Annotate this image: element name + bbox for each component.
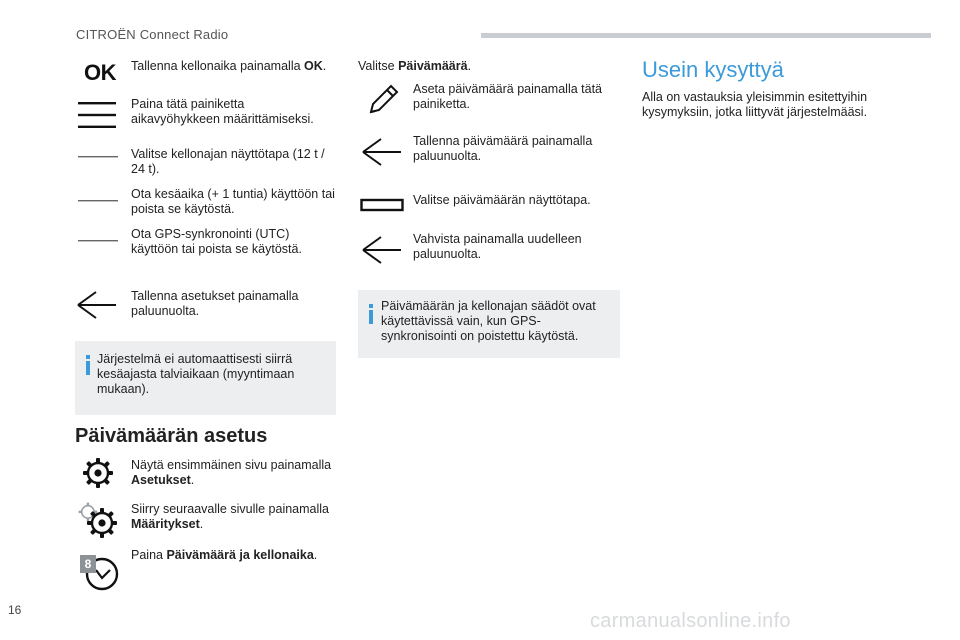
section-item-configuration: Siirry seuraavalle sivulle painamalla Määritykset. bbox=[131, 502, 330, 531]
info-note-text: Järjestelmä ei automaattisesti siirrä kesäajasta talviaikaan (myyntimaan mukaan). bbox=[97, 352, 295, 396]
header-bar bbox=[481, 33, 931, 38]
toggle-icon bbox=[78, 155, 118, 159]
header-title: CITROËN Connect Radio bbox=[76, 27, 229, 42]
gear-icon bbox=[82, 457, 114, 489]
menu-icon bbox=[78, 100, 116, 130]
toggle-icon bbox=[78, 239, 118, 243]
middle-item-set-date: Aseta päivämäärä painamalla tätä painiketta. bbox=[413, 82, 603, 111]
faq-title: Usein kysyttyä bbox=[642, 57, 784, 82]
middle-item-confirm: Vahvista painamalla uudelleen paluunuolta. bbox=[413, 232, 582, 261]
page-number: 16 bbox=[8, 603, 22, 617]
left-item-summer-time: Ota kesäaika (+ 1 tuntia) käyttöön tai poista se käytöstä. bbox=[131, 187, 335, 216]
ok-icon: OK bbox=[84, 60, 116, 85]
section-title: Päivämäärän asetus bbox=[75, 425, 268, 447]
left-item-gps-sync: Ota GPS-synkronointi (UTC) käyttöön tai poista se käytöstä. bbox=[131, 227, 302, 256]
middle-item-save-date: Tallenna päivämäärä painamalla paluunuolta. bbox=[413, 134, 593, 163]
middle-intro: Valitse Päivämäärä. bbox=[358, 59, 472, 73]
info-icon bbox=[369, 304, 373, 324]
left-item-save: Tallenna asetukset painamalla paluunuolta. bbox=[131, 289, 299, 318]
faq-intro: Alla on vastauksia yleisimmin esitettyihin kysymyksiin, jotka liittyvät järjestelmääsi. bbox=[642, 90, 868, 119]
middle-item-date-format: Valitse päivämäärän näyttötapa. bbox=[413, 193, 591, 207]
info-note-text: Päivämäärän ja kellonajan säädöt ovat käytettävissä vain, kun GPS-synkronisointi on poistettu käytöstä. bbox=[381, 299, 596, 343]
section-item-settings: Näytä ensimmäinen sivu painamalla Asetukset. bbox=[131, 458, 332, 487]
info-icon bbox=[86, 355, 90, 375]
badge-number: 8 bbox=[80, 555, 96, 573]
back-arrow-icon bbox=[361, 137, 403, 167]
left-item-menu: Paina tätä painiketta aikavyöhykkeen määrittämiseksi. bbox=[131, 97, 314, 126]
left-item-ok: Tallenna kellonaika painamalla OK. bbox=[131, 59, 327, 73]
watermark: carmanualsonline.info bbox=[590, 610, 791, 632]
info-note bbox=[75, 341, 336, 415]
pencil-icon bbox=[365, 82, 401, 118]
section-item-date-time: Paina Päivämäärä ja kellonaika. bbox=[131, 548, 318, 562]
back-arrow-icon bbox=[361, 235, 403, 265]
back-arrow-icon bbox=[76, 290, 118, 320]
info-note bbox=[358, 290, 620, 358]
left-item-clock-format: Valitse kellonajan näyttötapa (12 t / 24 t). bbox=[131, 147, 325, 176]
rectangle-icon bbox=[360, 198, 404, 212]
gear-double-icon bbox=[78, 502, 118, 538]
toggle-icon bbox=[78, 199, 118, 203]
